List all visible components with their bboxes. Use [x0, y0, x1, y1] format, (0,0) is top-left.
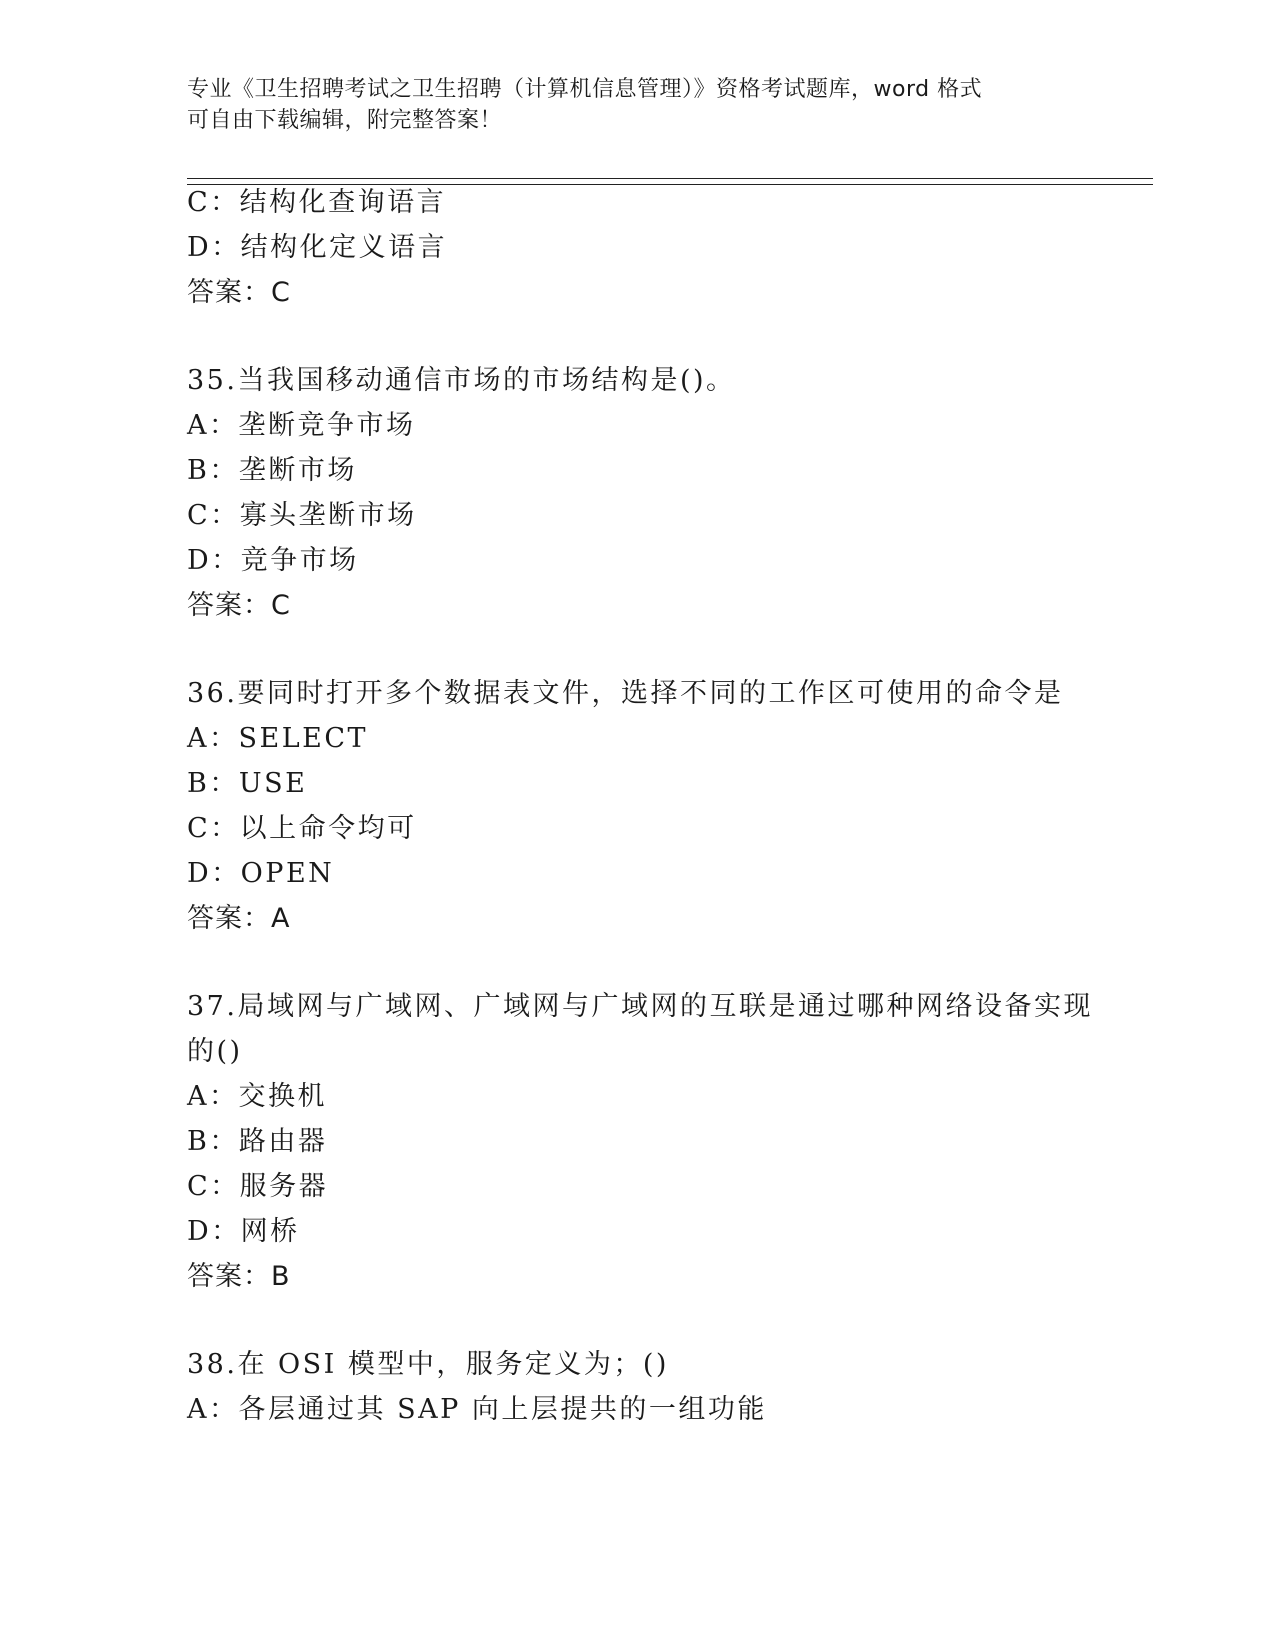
option-text: A：SELECT	[187, 723, 369, 754]
header-line-2: 可自由下载编辑，附完整答案！	[187, 108, 503, 133]
option-text: A：交换机	[187, 1081, 327, 1112]
option-text: A：各层通过其 SAP 向上层提共的一组功能	[187, 1394, 767, 1425]
option-text: B：路由器	[187, 1126, 328, 1157]
option-text: D：OPEN	[187, 858, 335, 889]
answer-text: 答案：A	[187, 903, 291, 934]
header-line-1: 专业《卫生招聘考试之卫生招聘（计算机信息管理）》资格考试题库，word 格式	[187, 77, 983, 102]
option-text: B：USE	[187, 768, 308, 799]
option-text: C：以上命令均可	[187, 813, 417, 844]
answer-text: 答案：B	[187, 1261, 291, 1292]
option-text: B：垄断市场	[187, 455, 357, 486]
question-text: 的()	[187, 1036, 243, 1067]
option-text: C：服务器	[187, 1171, 329, 1202]
option-text: C：寡头垄断市场	[187, 500, 417, 531]
question-text: 37.局域网与广域网、广域网与广域网的互联是通过哪种网络设备实现	[187, 991, 1093, 1022]
header-divider-top	[187, 178, 1153, 179]
option-text: D：竞争市场	[187, 545, 359, 576]
question-text: 36.要同时打开多个数据表文件，选择不同的工作区可使用的命令是	[187, 678, 1064, 709]
option-text: C：结构化查询语言	[187, 187, 447, 218]
question-text: 38.在 OSI 模型中，服务定义为；()	[187, 1349, 669, 1380]
option-text: D：网桥	[187, 1216, 300, 1247]
header-divider-bottom	[187, 184, 1153, 185]
answer-text: 答案：C	[187, 590, 291, 621]
answer-text: 答案：C	[187, 277, 291, 308]
question-text: 35.当我国移动通信市场的市场结构是()。	[187, 365, 736, 396]
document-header	[187, 74, 1087, 136]
option-text: A：垄断竞争市场	[187, 410, 416, 441]
option-text: D：结构化定义语言	[187, 232, 448, 263]
